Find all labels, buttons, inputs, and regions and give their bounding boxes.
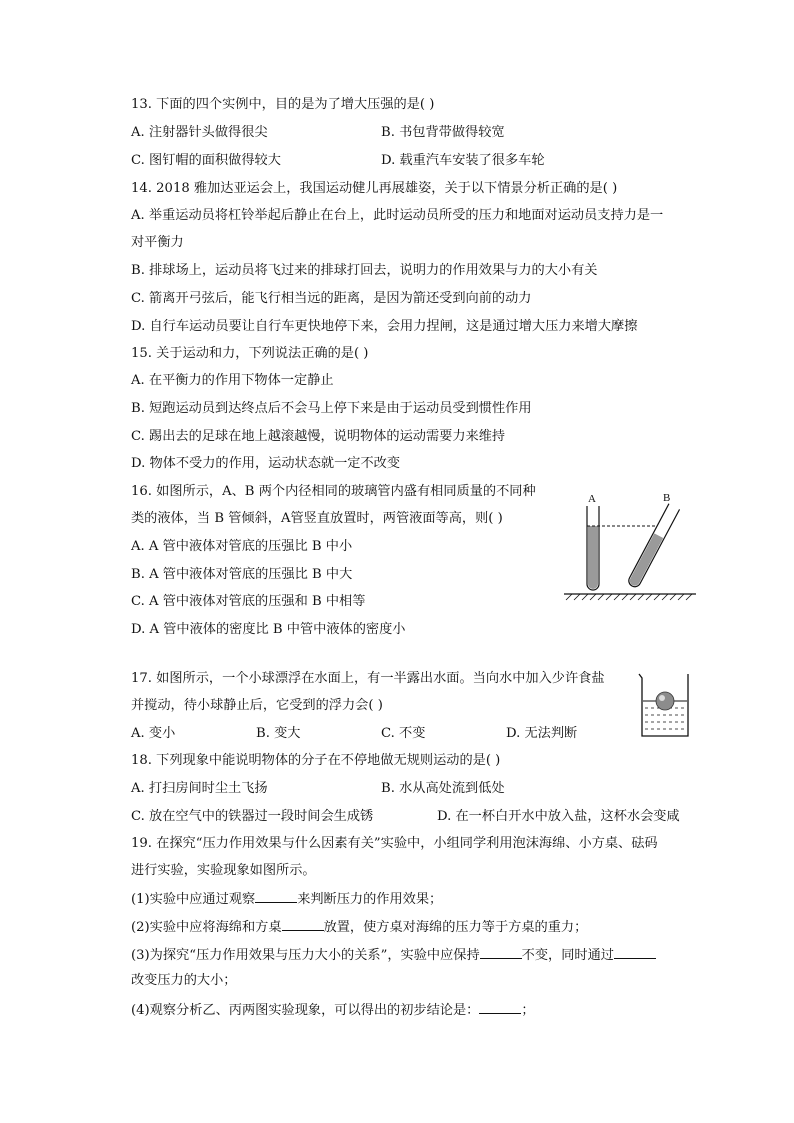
tube-a [587,506,599,590]
q15-option-c: C. 踢出去的足球在地上越滚越慢，说明物体的运动需要力来维持 [131,429,506,444]
q19-part1-text-pre: (1)实验中应通过观察 [131,892,256,907]
q16-option-c: C. A 管中液体对管底的压强和 B 中相等 [131,594,366,609]
q19-part-1 [131,889,442,909]
q17-stem-line2: 并搅动，待小球静止后，它受到的浮力会( ) [131,698,383,713]
q16-figure-label-a: A [588,493,596,505]
q16-stem-line1: 16. 如图所示，A、B 两个内径相同的玻璃管内盛有相同质量的不同种 [131,484,536,499]
q14-option-c: C. 箭离开弓弦后，能飞行相当远的距离，是因为箭还受到向前的动力 [131,291,532,306]
q15-option-d: D. 物体不受力的作用，运动状态就一定不改变 [131,456,401,471]
q19-stem-line1: 19. 在探究“压力作用效果与什么因素有关”实验中，小组同学利用泡沫海绵、小方桌、砝码 [131,836,658,851]
q19-part3-blank-1[interactable] [480,945,522,959]
q15-option-b: B. 短跑运动员到达终点后不会马上停下来是由于运动员受到惯性作用 [131,401,532,416]
q16-option-b: B. A 管中液体对管底的压强比 B 中大 [131,567,353,582]
q14-stem: 14. 2018 雅加达亚运会上，我国运动健儿再展雄姿，关于以下情景分析正确的是( ) [131,181,618,196]
q19-part3-text-pre: (3)为探究“压力作用效果与压力大小的关系”，实验中应保持 [131,948,480,963]
q17-option-c: C. 不变 [381,726,426,741]
q18-option-a: A. 打扫房间时尘土飞扬 [131,781,268,796]
q14-option-a-line1: A. 举重运动员将杠铃举起后静止在台上，此时运动员所受的压力和地面对运动员支持力是一 [131,208,664,223]
q13-option-c: C. 图钉帽的面积做得较大 [131,153,281,168]
q18-option-b: B. 水从高处流到低处 [381,781,505,796]
q17-option-b: B. 变大 [256,726,301,741]
q15-option-a: A. 在平衡力的作用下物体一定静止 [131,373,334,388]
q13-option-a: A. 注射器针头做得很尖 [131,125,268,140]
q18-option-d: D. 在一杯白开水中放入盐，这杯水会变咸 [437,809,680,824]
q14-option-b: B. 排球场上，运动员将飞过来的排球打回去，说明力的作用效果与力的大小有关 [131,263,598,278]
ground-hatching [566,594,692,600]
q17-option-d: D. 无法判断 [506,726,578,741]
q13-stem: 13. 下面的四个实例中，目的是为了增大压强的是( ) [131,97,435,112]
q18-stem: 18. 下列现象中能说明物体的分子在不停地做无规则运动的是( ) [131,753,501,768]
q19-part4-text-post: ； [521,1003,535,1018]
q18-option-c: C. 放在空气中的铁器过一段时间会生成锈 [131,809,374,824]
q16-option-d: D. A 管中液体的密度比 B 中管中液体的密度小 [131,622,406,637]
q16-tubes-figure [560,488,700,602]
q19-part4-text-pre: (4)观察分析乙、丙两图实验现象，可以得出的初步结论是： [131,1003,480,1018]
q19-part1-text-post: 来判断压力的作用效果； [297,892,443,907]
q16-option-a: A. A 管中液体对管底的压强比 B 中小 [131,539,353,554]
q17-option-a: A. 变小 [131,726,176,741]
q19-part1-blank[interactable] [255,889,297,903]
q19-part-4 [131,1000,535,1020]
q19-part3-continuation: 改变压力的大小； [131,973,237,988]
q15-stem: 15. 关于运动和力，下列说法正确的是( ) [131,346,369,361]
q19-part2-text-pre: (2)实验中应将海绵和方桌 [131,920,282,935]
q13-option-d: D. 载重汽车安装了很多车轮 [381,153,545,168]
floating-ball [656,692,674,710]
q19-stem-line2: 进行实验，实验现象如图所示。 [131,863,316,878]
q19-part3-blank-2[interactable] [614,945,656,959]
q17-stem-line1: 17. 如图所示，一个小球漂浮在水面上，有一半露出水面。当向水中加入少许食盐 [131,671,605,686]
q19-part-3 [131,945,656,965]
q19-part4-blank[interactable] [479,1000,521,1014]
q19-part-2 [131,917,587,937]
q16-figure-label-b: B [663,492,671,504]
q14-option-d: D. 自行车运动员要让自行车更快地停下来，会用力捏闸，这是通过增大压力来增大摩擦 [131,319,638,334]
q13-option-b: B. 书包背带做得较宽 [381,125,505,140]
q19-part2-text-post: 放置，使方桌对海绵的压力等于方桌的重力； [323,920,588,935]
water-hatching [645,708,686,729]
tube-b [627,504,680,589]
q16-stem-line2: 类的液体，当 B 管倾斜，A管竖直放置时，两管液面等高，则( ) [131,511,503,526]
q14-option-a-line2: 对平衡力 [131,235,184,250]
q17-beaker-figure [636,670,694,742]
q19-part2-blank[interactable] [282,917,324,931]
q19-part3-text-mid: 不变，同时通过 [521,948,614,963]
